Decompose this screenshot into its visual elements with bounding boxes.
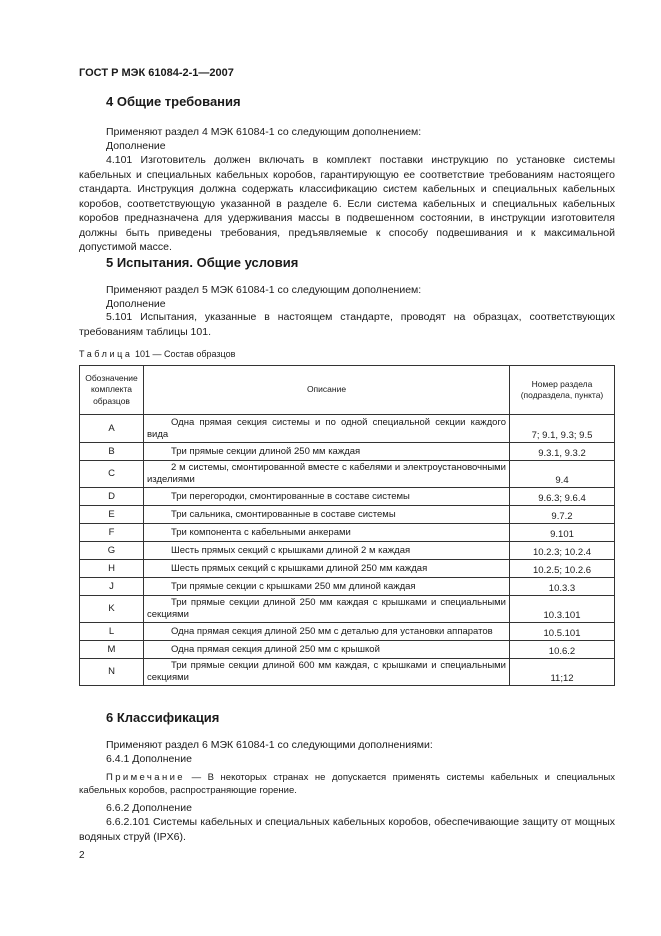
page-number: 2 bbox=[79, 850, 85, 861]
section-4-intro: Применяют раздел 4 МЭК 61084-1 со следующим дополнением: bbox=[106, 126, 422, 138]
section-6-title: 6 Классификация bbox=[106, 710, 220, 725]
row-section: 10.5.101 bbox=[510, 623, 615, 641]
table-row bbox=[80, 443, 615, 461]
row-description: Три перегородки, смонтированные в составе системы bbox=[144, 488, 510, 506]
section-5-text: 5.101 Испытания, указанные в настоящем стандарте, проводят на образцах, соответствующих требованиям таблицы 101. bbox=[79, 311, 615, 338]
row-code: C bbox=[80, 461, 144, 488]
row-description: Одна прямая секция длиной 250 мм с крышкой bbox=[144, 641, 510, 659]
table-row bbox=[80, 596, 615, 623]
row-description: Три прямые секции длиной 600 мм каждая, с крышками и специальными секциями bbox=[144, 659, 510, 686]
row-section: 9.6.3; 9.6.4 bbox=[510, 488, 615, 506]
row-description: Три прямые секции с крышками 250 мм длиной каждая bbox=[144, 578, 510, 596]
note-label: Примечание bbox=[106, 772, 185, 783]
header-description: Описание bbox=[144, 366, 510, 415]
section-6-4-1: 6.4.1 Дополнение bbox=[106, 753, 192, 765]
row-code: M bbox=[80, 641, 144, 659]
table-row bbox=[80, 461, 615, 488]
row-description: Шесть прямых секций с крышками длиной 2 м каждая bbox=[144, 542, 510, 560]
row-code: A bbox=[80, 415, 144, 443]
table-row bbox=[80, 415, 615, 443]
table-row bbox=[80, 542, 615, 560]
row-code: K bbox=[80, 596, 144, 623]
row-code: H bbox=[80, 560, 144, 578]
samples-table bbox=[79, 365, 615, 686]
row-description: Три прямые секции длиной 250 мм каждая с крышками и специальными секциями bbox=[144, 596, 510, 623]
table-caption-label: Таблица bbox=[79, 349, 133, 359]
header-section: Номер раздела (подраздела, пункта) bbox=[510, 366, 615, 415]
row-description: Три прямые секции длиной 250 мм каждая bbox=[144, 443, 510, 461]
row-description: Три сальника, смонтированные в составе системы bbox=[144, 506, 510, 524]
row-code: J bbox=[80, 578, 144, 596]
section-6-6-2: 6.6.2 Дополнение bbox=[106, 802, 192, 814]
row-section: 9.101 bbox=[510, 524, 615, 542]
table-row bbox=[80, 578, 615, 596]
note bbox=[79, 771, 615, 797]
section-5-intro: Применяют раздел 5 МЭК 61084-1 со следующим дополнением: bbox=[106, 284, 422, 296]
header-code: Обозначение комплекта образцов bbox=[80, 366, 144, 415]
note-text: — В некоторых странах не допускается применять системы кабельных и специальных кабельных коробов, распространяющие горение. bbox=[79, 772, 615, 796]
section-5-addition: Дополнение bbox=[106, 298, 166, 310]
row-description: Шесть прямых секций с крышками длиной 250 мм каждая bbox=[144, 560, 510, 578]
row-code: D bbox=[80, 488, 144, 506]
row-section: 10.3.3 bbox=[510, 578, 615, 596]
row-code: B bbox=[80, 443, 144, 461]
table-row bbox=[80, 488, 615, 506]
standard-header: ГОСТ Р МЭК 61084-2-1—2007 bbox=[79, 67, 234, 79]
row-section: 10.2.5; 10.2.6 bbox=[510, 560, 615, 578]
table-row bbox=[80, 641, 615, 659]
section-4-text: 4.101 Изготовитель должен включать в комплект поставки инструкцию по установке системы кабельных и специальных кабельных коробов, гарантирующую ее соответствие требованиям настоящего стандарта. Инструкция должна содержать классификацию систем кабельных и специальных кабельных коробов, соответствующую указанной в разделе 6. Если система кабельных и специальных кабельных коробов предназначена для удерживания массы в подвешенном состоянии, в инструкции изготовителя должны быть приведены требования, предъявляемые к способу подвешивания и к максимальной допустимой массе. bbox=[79, 154, 615, 253]
table-row bbox=[80, 524, 615, 542]
table-row bbox=[80, 659, 615, 686]
row-code: L bbox=[80, 623, 144, 641]
table-row bbox=[80, 506, 615, 524]
row-section: 10.2.3; 10.2.4 bbox=[510, 542, 615, 560]
row-section: 10.3.101 bbox=[510, 596, 615, 623]
row-section: 10.6.2 bbox=[510, 641, 615, 659]
row-description: Три компонента с кабельными анкерами bbox=[144, 524, 510, 542]
row-section: 11;12 bbox=[510, 659, 615, 686]
row-code: E bbox=[80, 506, 144, 524]
row-section: 9.3.1, 9.3.2 bbox=[510, 443, 615, 461]
row-code: F bbox=[80, 524, 144, 542]
section-4-addition: Дополнение bbox=[106, 140, 166, 152]
table-row bbox=[80, 560, 615, 578]
row-code: N bbox=[80, 659, 144, 686]
row-description: 2 м системы, смонтированной вместе с кабелями и электроустановочными изделиями bbox=[144, 461, 510, 488]
row-code: G bbox=[80, 542, 144, 560]
table-header-row bbox=[80, 366, 615, 415]
row-section: 9.7.2 bbox=[510, 506, 615, 524]
section-6-6-2-101: 6.6.2.101 Системы кабельных и специальных кабельных коробов, обеспечивающие защиту от мощных водяных струй (IPX6). bbox=[79, 816, 615, 843]
row-section: 7; 9.1, 9.3; 9.5 bbox=[510, 415, 615, 443]
table-caption-text: 101 — Состав образцов bbox=[132, 349, 236, 359]
section-4-title: 4 Общие требования bbox=[106, 94, 241, 109]
section-5-title: 5 Испытания. Общие условия bbox=[106, 255, 299, 270]
table-row bbox=[80, 623, 615, 641]
row-description: Одна прямая секция длиной 250 мм с деталью для установки аппаратов bbox=[144, 623, 510, 641]
table-caption bbox=[79, 349, 235, 359]
row-section: 9.4 bbox=[510, 461, 615, 488]
row-description: Одна прямая секция системы и по одной специальной секции каждого вида bbox=[144, 415, 510, 443]
section-6-intro: Применяют раздел 6 МЭК 61084-1 со следующими дополнениями: bbox=[106, 739, 433, 751]
